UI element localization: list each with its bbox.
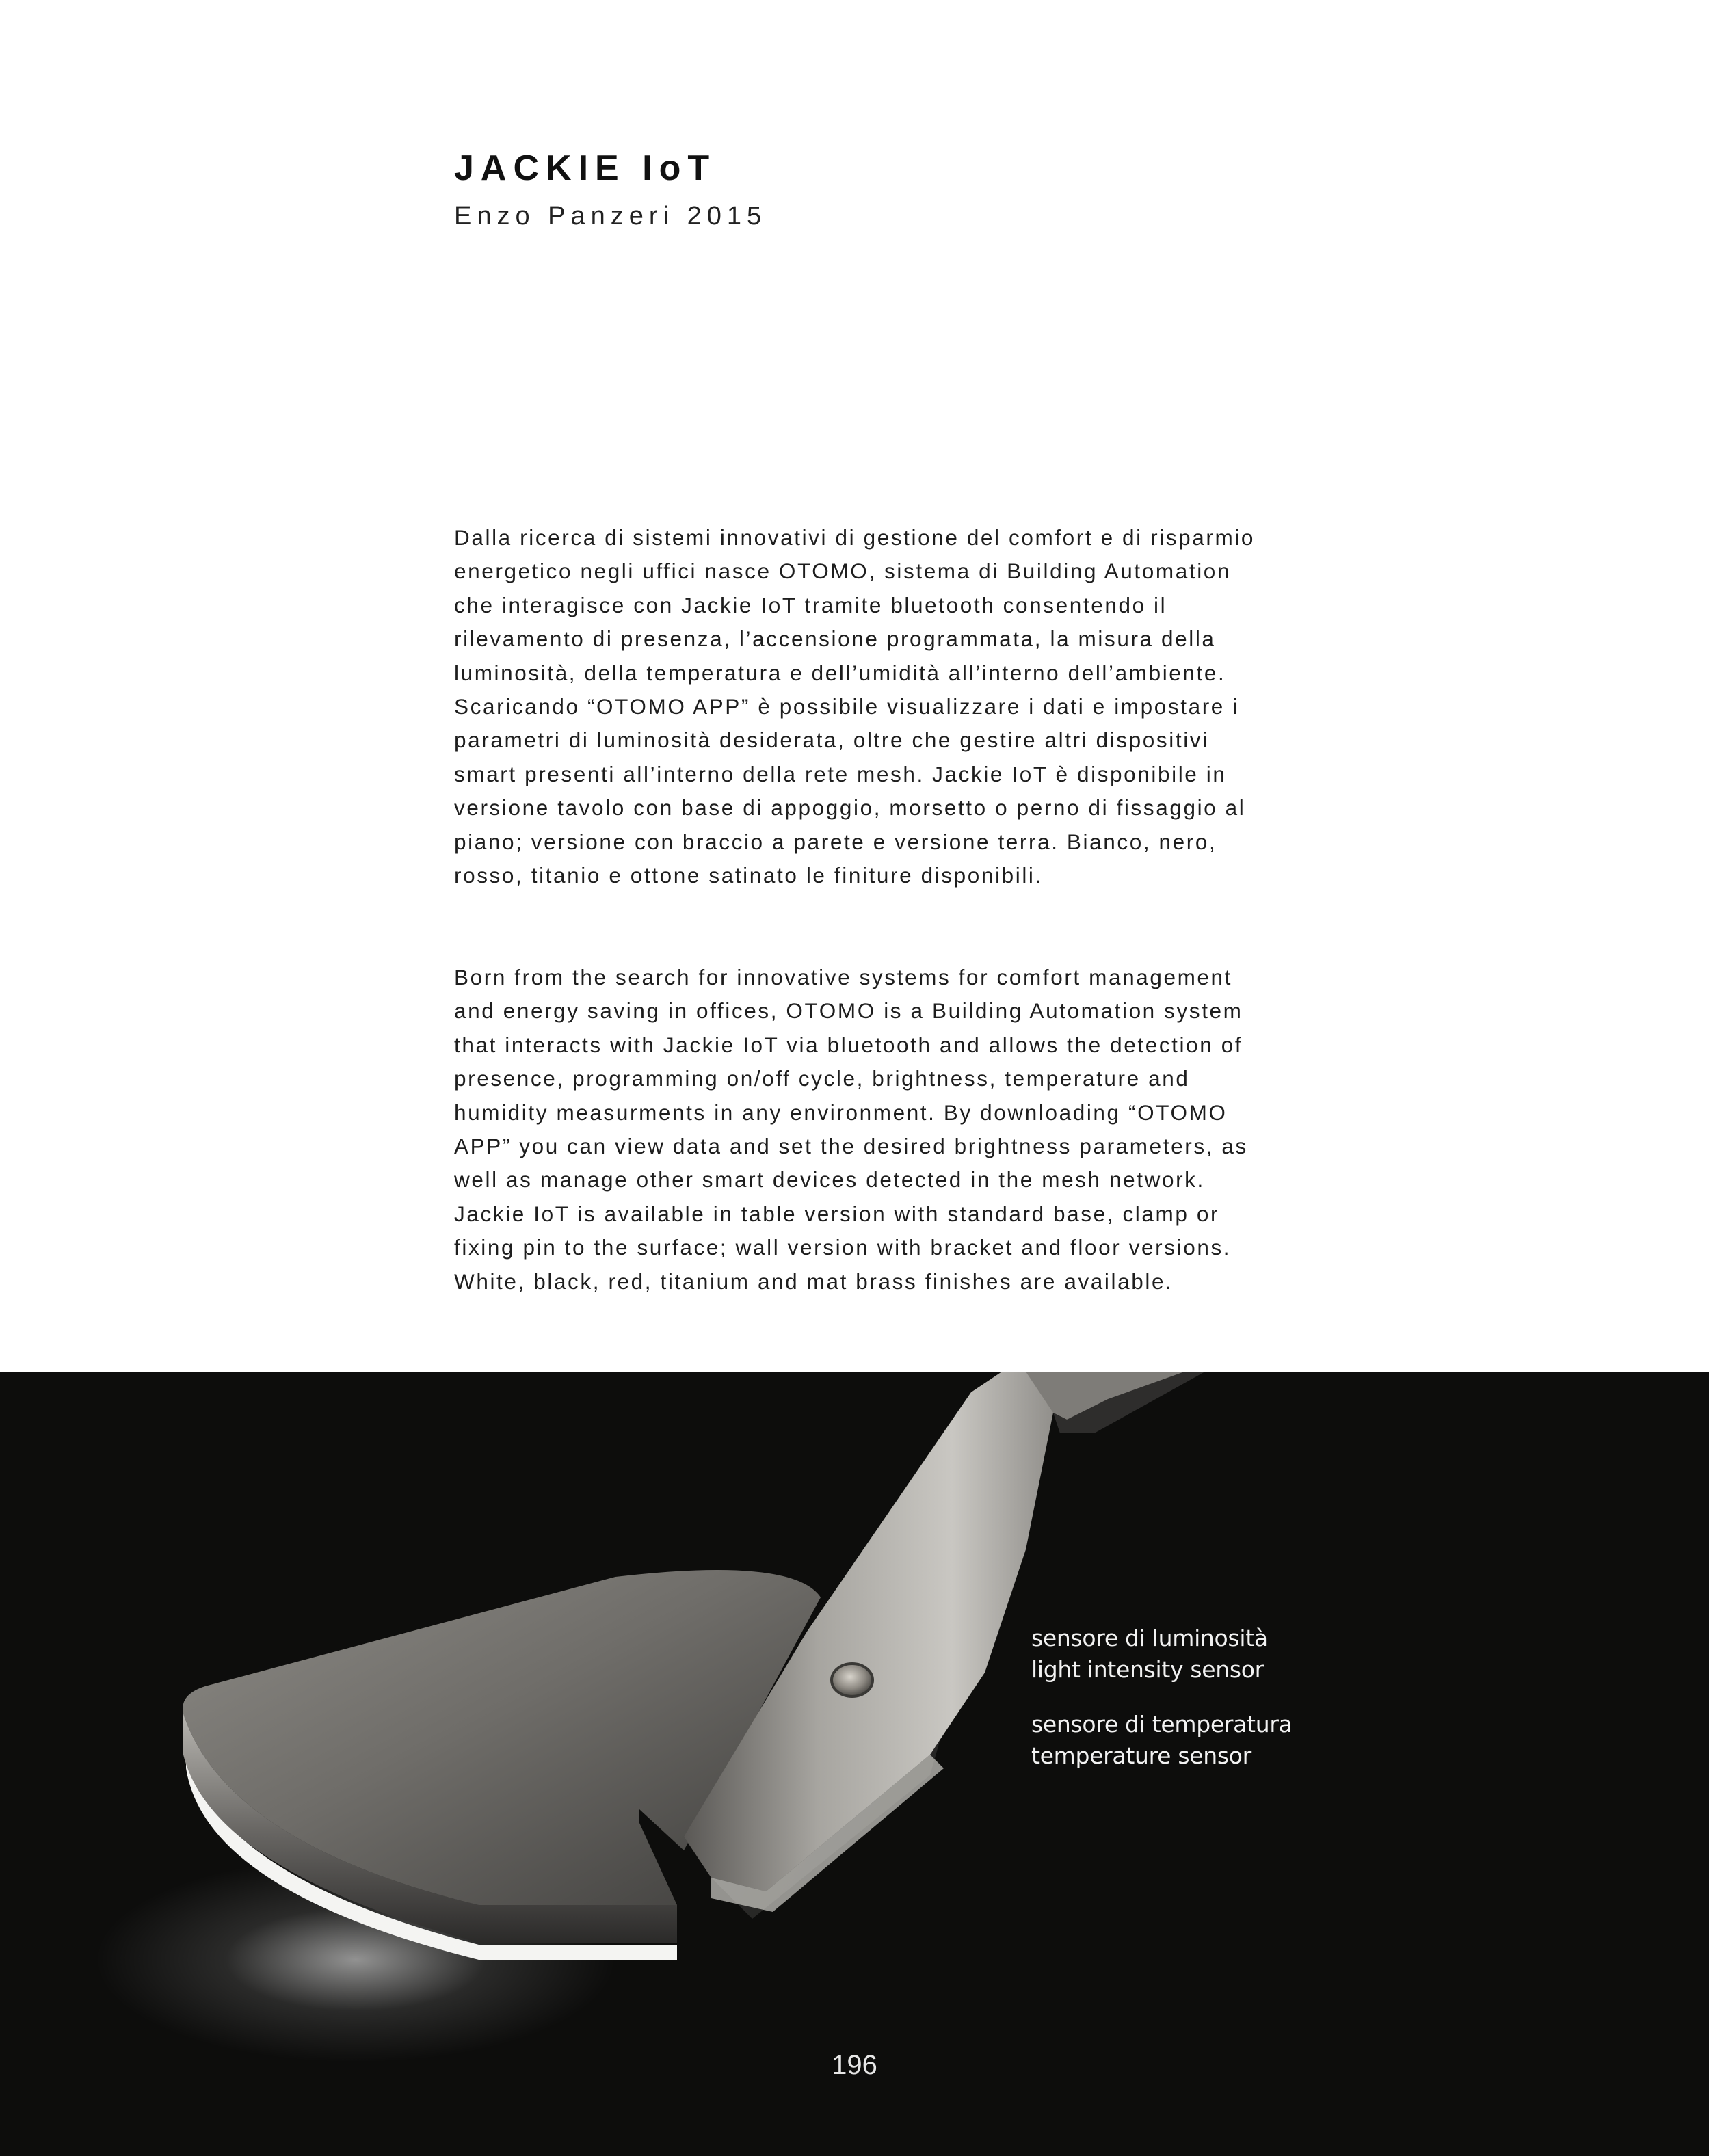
light-sensor-label <box>1031 1623 1293 1686</box>
light-sensor-label-en: light intensity sensor <box>1031 1656 1264 1683</box>
paragraph-italian: Dalla ricerca di sistemi innovativi di gestione del comfort e di risparmio energetico negli uffici nasce OTOMO, sistema di Building Automation che interagisce con Jackie IoT tramite bluetooth consentendo il rilevamento di presenza, l’accensione programmata, la misura della luminosità, della temperatura e dell’umidità all’interno dell’ambiente. Scaricando “OTOMO APP” è possibile visualizzare i dati e impostare i parametri di luminosità desiderata, oltre che gestire altri dispositivi smart presenti all’interno della rete mesh. Jackie IoT è disponibile in versione tavolo con base di appoggio, morsetto o perno di fissaggio al piano; versione con braccio a parete e versione terra. Bianco, nero, rosso, titanio e ottone satinato le finiture disponibili. <box>454 525 1256 888</box>
temperature-sensor-label-en: temperature sensor <box>1031 1742 1251 1769</box>
designer-subtitle: Enzo Panzeri 2015 <box>454 202 767 230</box>
product-photo <box>0 1372 1709 2156</box>
temperature-sensor-label-it: sensore di temperatura <box>1031 1711 1293 1738</box>
temperature-sensor-label <box>1031 1709 1293 1772</box>
sensor-labels <box>1031 1623 1293 1795</box>
paragraph-english: Born from the search for innovative systems for comfort management and energy saving in offices, OTOMO is a Building Automation system that interacts with Jackie IoT via bluetooth and allows the detection of presence, programming on/off cycle, brightness, temperature and humidity measurments in any environment. By downloading “OTOMO APP” you can view data and set the desired brightness parameters, as well as manage other smart devices detected in the mesh network. Jackie IoT is available in table version with standard base, clamp or fixing pin to the surface; wall version with bracket and floor versions. White, black, red, titanium and mat brass finishes are available. <box>454 965 1248 1294</box>
sensor-icon <box>832 1664 873 1696</box>
page-title: JACKIE IoT <box>454 148 717 188</box>
lamp-illustration <box>0 1372 1709 2156</box>
light-sensor-label-it: sensore di luminosità <box>1031 1625 1268 1651</box>
page-number: 196 <box>832 2050 877 2080</box>
